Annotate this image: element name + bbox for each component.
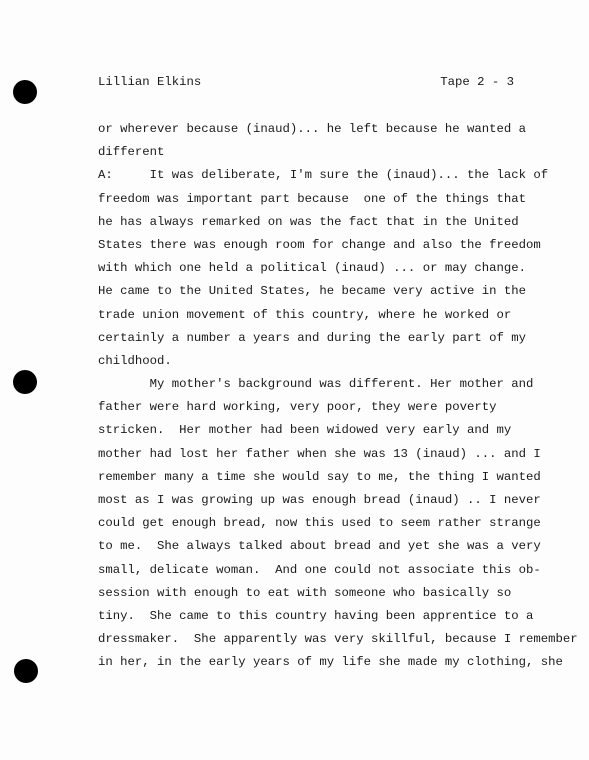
punch-hole — [13, 80, 37, 104]
transcript-line: certainly a number a years and during the early part of my — [98, 330, 527, 345]
interviewee-name: Lillian Elkins — [98, 75, 202, 89]
transcript-line: could get enough bread, now this used to seem rather strange — [98, 516, 541, 531]
transcript-line: with which one held a political (inaud) ... or may change. — [98, 261, 527, 276]
page-header — [98, 74, 514, 90]
punch-hole — [13, 370, 37, 394]
transcript-line: session with enough to eat with someone who basically so — [98, 585, 512, 600]
transcript-line: dressmaker. She apparently was very skillful, because I remember — [98, 632, 578, 647]
transcript-line: most as I was growing up was enough bread (inaud) .. I never — [98, 493, 541, 507]
tape-number: Tape 2 - 3 — [440, 75, 514, 89]
transcript-line: stricken. Her mother had been widowed very early and my — [98, 423, 512, 438]
transcript-body — [98, 118, 578, 675]
transcript-line: in her, in the early years of my life she made my clothing, she — [98, 655, 563, 670]
transcript-line: He came to the United States, he became very active in the — [98, 284, 527, 299]
transcript-line: remember many a time she would say to me, the thing I wanted — [98, 469, 541, 484]
transcript-line: A: It was deliberate, I'm sure the (inaud)... the lack of — [98, 168, 549, 183]
transcript-line: freedom was important part because one of the things that — [98, 191, 527, 206]
transcript-line: to me. She always talked about bread and yet she was a very — [98, 539, 541, 554]
punch-hole — [14, 659, 38, 683]
transcript-line: My mother's background was different. Her mother and — [98, 377, 534, 392]
transcript-line: States there was enough room for change and also the freedom — [98, 237, 541, 252]
transcript-line: different — [98, 145, 165, 160]
transcript-line: small, delicate woman. And one could not associate this ob- — [98, 562, 541, 577]
transcript-line: or wherever because (inaud)... he left because he wanted a — [98, 122, 527, 136]
transcript-line: mother had lost her father when she was 13 (inaud) ... and I — [98, 446, 541, 461]
transcript-line: father were hard working, very poor, they were poverty — [98, 400, 497, 415]
transcript-line: he has always remarked on was the fact that in the United — [98, 214, 519, 229]
transcript-line: trade union movement of this country, where he worked or — [98, 307, 512, 322]
transcript-line: childhood. — [98, 353, 172, 368]
transcript-line: tiny. She came to this country having been apprentice to a — [98, 608, 534, 623]
